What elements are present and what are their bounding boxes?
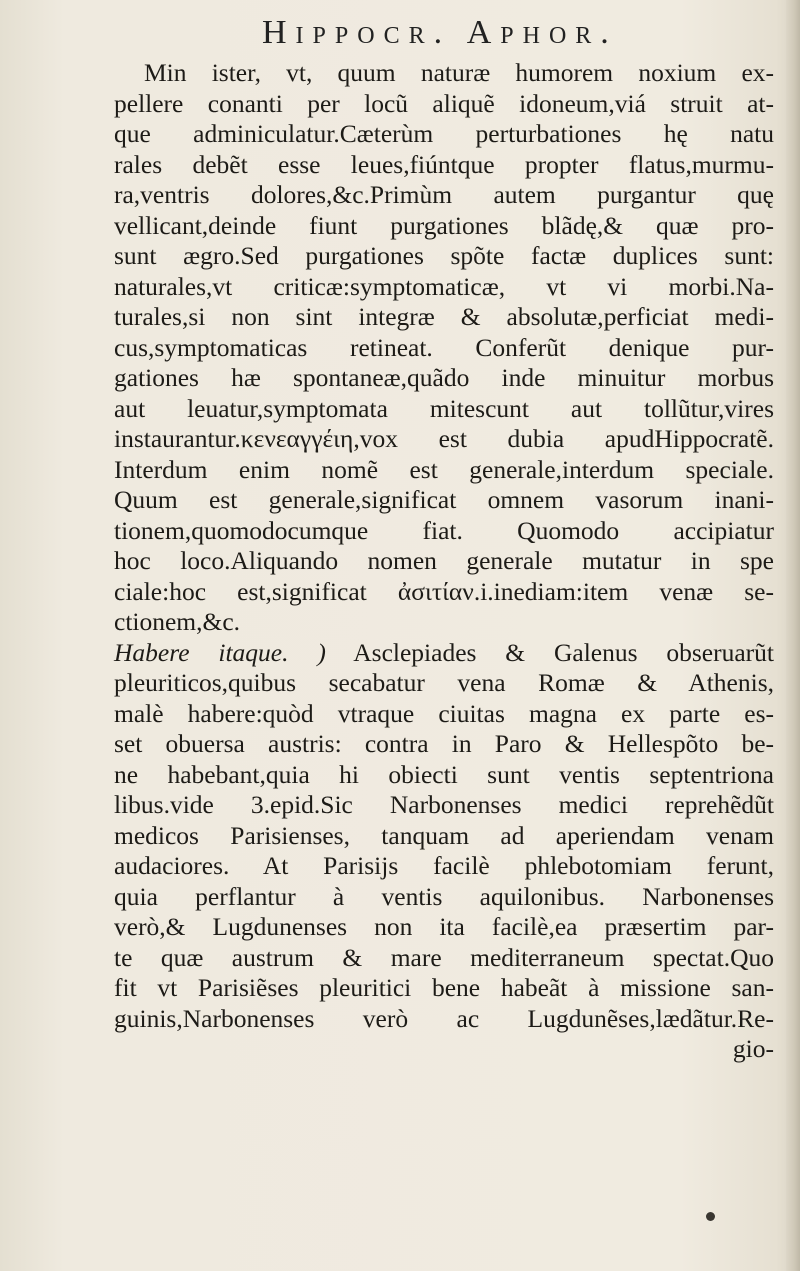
text-line: rales debẽt esse leues,fiúntque propter flatus,murmu- bbox=[114, 149, 774, 179]
text-line: gationes hæ spontaneæ,quãdo inde minuitur morbus bbox=[114, 363, 774, 392]
text-line: Interdum enim nomẽ est generale,interdum speciale. bbox=[114, 454, 774, 484]
text-line: guinis,Narbonenses verò ac Lugdunẽses,lædãtur.Re- bbox=[114, 1003, 774, 1033]
text-line: pleuriticos,quibus secabatur vena Romæ & Athenis, bbox=[114, 668, 774, 697]
text-line: malè habere:quòd vtraque ciuitas magna ex parte es- bbox=[114, 698, 774, 728]
text-line: naturales,vt criticæ:symptomaticæ, vt vi morbi.Na- bbox=[114, 271, 774, 301]
text-line: ra,ventris dolores,&c.Primùm autem purgantur quę bbox=[114, 180, 774, 209]
catchword: gio- bbox=[732, 1034, 774, 1063]
text-line: pellere conanti per locũ aliquẽ idoneum,viá struit at- bbox=[114, 88, 774, 118]
text-line: fit vt Parisiẽses pleuritici bene habeãt à missione san- bbox=[114, 973, 774, 1002]
running-head: Hippocr. Aphor. bbox=[262, 14, 618, 51]
text-line: ciale:hoc est,significat ἀσιτίαν.i.inediam:item venæ se- bbox=[114, 576, 774, 606]
text-line: aut leuatur,symptomata mitescunt aut tollũtur,vires bbox=[114, 393, 774, 423]
text-line: instaurantur.κενεαγγέιη,vox est dubia apudHippocratẽ. bbox=[114, 424, 774, 453]
section-lemma: Habere itaque. ) bbox=[114, 637, 326, 667]
section-first-line-text: Asclepiades & Galenus obseruarũt bbox=[353, 637, 774, 667]
text-line: vellicant,deinde fiunt purgationes blãdę,& quæ pro- bbox=[114, 210, 774, 240]
text-line: sunt ægro.Sed purgationes spõte factæ duplices sunt: bbox=[114, 241, 774, 270]
text-line: audaciores. At Parisijs facilè phlebotomiam ferunt, bbox=[114, 851, 774, 880]
text-line: set obuersa austris: contra in Paro & Hellespõto be- bbox=[114, 729, 774, 758]
text-line: libus.vide 3.epid.Sic Narbonenses medici reprehẽdũt bbox=[114, 790, 774, 819]
text-line: que adminiculatur.Cæterùm perturbationes hę natu bbox=[114, 119, 774, 148]
text-line: turales,si non sint integræ & absolutæ,perficiat medi- bbox=[114, 302, 774, 331]
text-line: hoc loco.Aliquando nomen generale mutatur in spe bbox=[114, 546, 774, 575]
text-line: ctionem,&c. bbox=[114, 607, 241, 636]
text-block bbox=[114, 58, 774, 1065]
text-line: medicos Parisienses, tanquam ad aperiendam venam bbox=[114, 820, 774, 850]
text-line: cus,symptomaticas retineat. Conferũt denique pur- bbox=[114, 332, 774, 362]
text-line: tionem,quomodocumque fiat. Quomodo accipiatur bbox=[114, 515, 774, 545]
text-line: verò,& Lugdunenses non ita facilè,ea præsertim par- bbox=[114, 912, 774, 941]
page-edge-shadow bbox=[786, 0, 800, 1271]
text-line: Min ister, vt, quum naturæ humorem noxium ex- bbox=[144, 58, 774, 87]
ink-spot bbox=[706, 1212, 715, 1221]
text-line: quia perflantur à ventis aquilonibus. Narbonenses bbox=[114, 881, 774, 911]
text-line: Quum est generale,significat omnem vasorum inani- bbox=[114, 485, 774, 514]
section-first-line bbox=[114, 638, 774, 669]
text-line: te quæ austrum & mare mediterraneum spectat.Quo bbox=[114, 942, 774, 972]
text-line: ne habebant,quia hi obiecti sunt ventis septentriona bbox=[114, 759, 774, 789]
